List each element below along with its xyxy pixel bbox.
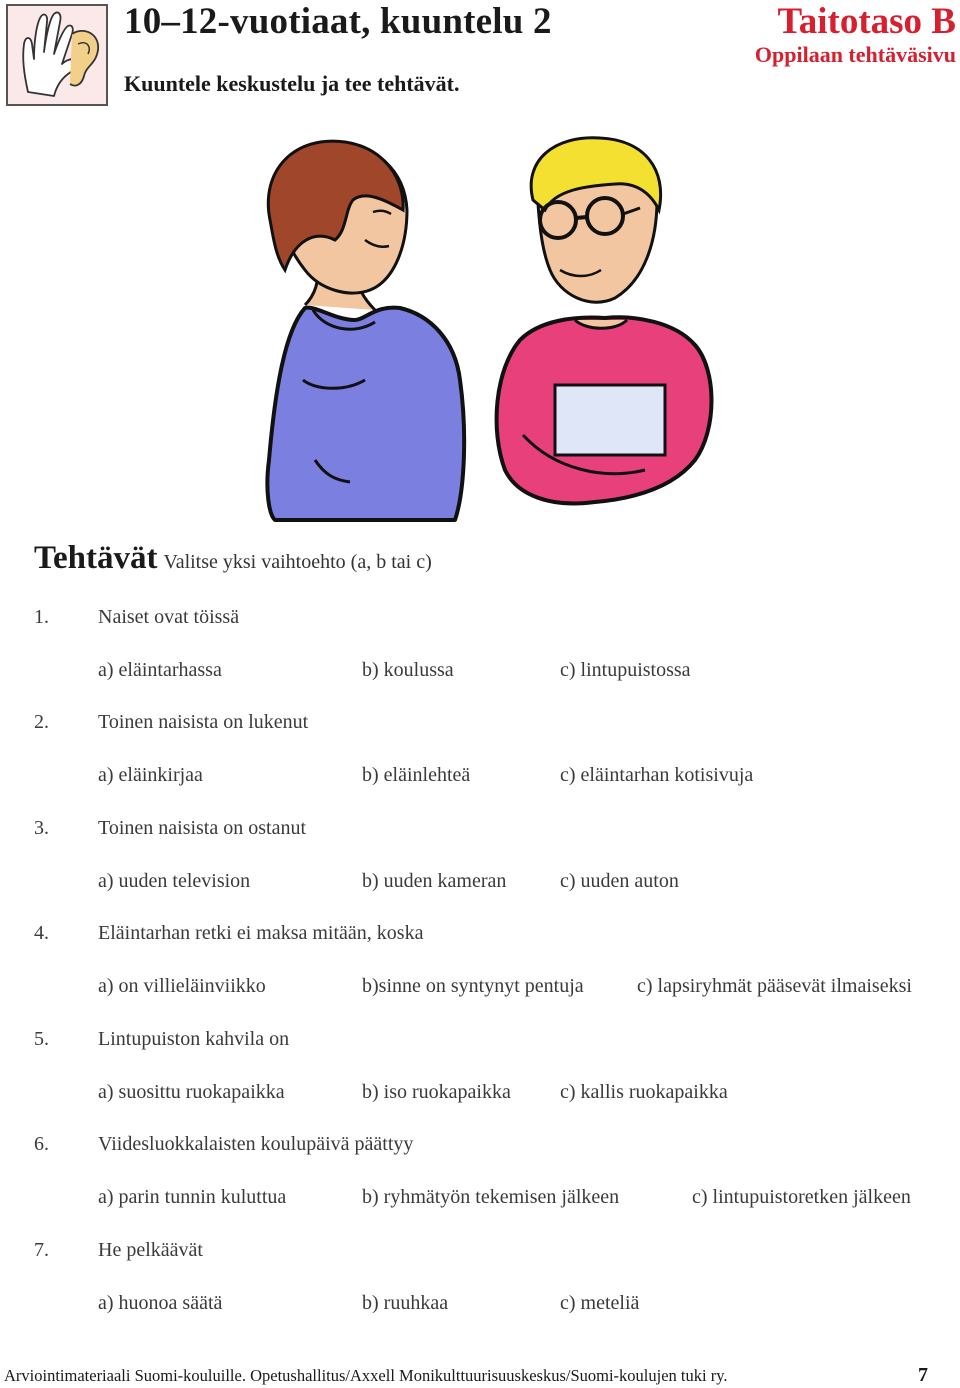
page-type-label: Oppilaan tehtäväsivu: [754, 42, 956, 67]
footer-credits: Arviointimateriaali Suomi-kouluille. Opetushallitus/Axxell Monikulttuurisuuskeskus/Suomi-koulujen tuki ry.: [4, 1366, 728, 1385]
question-text: Eläintarhan retki ei maksa mitään, koska: [98, 922, 424, 944]
ear-listening-icon: [6, 4, 108, 106]
option-a[interactable]: a) huonoa säätä: [98, 1292, 223, 1314]
option-b[interactable]: b) iso ruokapaikka: [362, 1081, 511, 1103]
tasks-heading: [34, 540, 432, 577]
option-b[interactable]: b) ruuhkaa: [362, 1292, 449, 1314]
option-b[interactable]: b) ryhmätyön tekemisen jälkeen: [362, 1186, 620, 1208]
question-number: 1.: [34, 606, 49, 628]
man-figure: [497, 138, 712, 504]
page-title: 10–12-vuotiaat, kuuntelu 2: [124, 1, 552, 42]
option-a[interactable]: a) eläinkirjaa: [98, 764, 203, 786]
level-label: Taitotaso B: [777, 1, 956, 42]
option-b[interactable]: b) uuden kameran: [362, 870, 507, 892]
option-b[interactable]: b) eläinlehteä: [362, 764, 471, 786]
option-c[interactable]: c) meteliä: [560, 1292, 640, 1314]
option-c[interactable]: c) kallis ruokapaikka: [560, 1081, 728, 1103]
question-number: 7.: [34, 1239, 49, 1261]
page-subtitle: Kuuntele keskustelu ja tee tehtävät.: [124, 71, 460, 96]
option-a[interactable]: a) parin tunnin kuluttua: [98, 1186, 287, 1208]
question-number: 5.: [34, 1028, 49, 1050]
question-number: 4.: [34, 922, 49, 944]
option-c[interactable]: c) lapsiryhmät pääsevät ilmaiseksi: [637, 975, 912, 997]
conversation-illustration: [255, 130, 735, 530]
question-text: Viidesluokkalaisten koulupäivä päättyy: [98, 1133, 414, 1155]
question-text: Naiset ovat töissä: [98, 606, 240, 628]
option-a[interactable]: a) suosittu ruokapaikka: [98, 1081, 285, 1103]
option-c[interactable]: c) lintupuistoretken jälkeen: [692, 1186, 911, 1208]
option-c[interactable]: c) uuden auton: [560, 870, 679, 892]
option-c[interactable]: c) eläintarhan kotisivuja: [560, 764, 754, 786]
question-text: Toinen naisista on ostanut: [98, 817, 307, 839]
option-a[interactable]: a) on villieläinviikko: [98, 975, 266, 997]
page-number: 7: [918, 1364, 928, 1386]
option-a[interactable]: a) eläintarhassa: [98, 659, 222, 681]
question-number: 6.: [34, 1133, 49, 1155]
question-text: Toinen naisista on lukenut: [98, 711, 309, 733]
question-text: He pelkäävät: [98, 1239, 203, 1261]
tasks-title: Tehtävät: [34, 540, 158, 576]
tasks-instruction: Valitse yksi vaihtoehto (a, b tai c): [163, 551, 432, 573]
option-c[interactable]: c) lintupuistossa: [560, 659, 691, 681]
question-number: 3.: [34, 817, 49, 839]
question-text: Lintupuiston kahvila on: [98, 1028, 290, 1050]
option-b[interactable]: b) koulussa: [362, 659, 454, 681]
woman-figure: [267, 141, 464, 520]
question-number: 2.: [34, 711, 49, 733]
option-a[interactable]: a) uuden television: [98, 870, 251, 892]
option-b[interactable]: b)sinne on syntynyt pentuja: [362, 975, 584, 997]
